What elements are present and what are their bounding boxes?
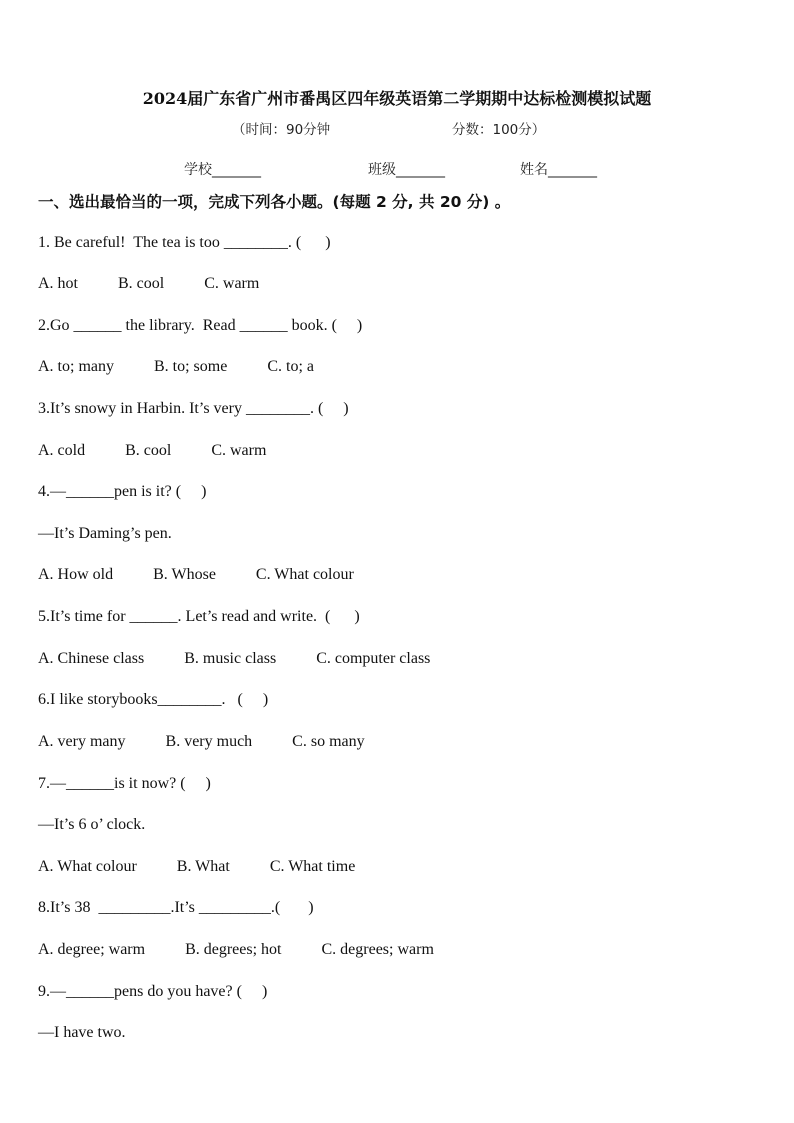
question-stem: 7.—______is it now? ( ) bbox=[38, 775, 211, 792]
class-field: 班级_______ bbox=[368, 162, 445, 178]
exam-title: 2024届广东省广州市番禺区四年级英语第二学期期中达标检测模拟试题 bbox=[142, 89, 652, 108]
question-dialogue: —It’s 6 o’ clock. bbox=[38, 816, 146, 833]
exam-meta bbox=[232, 118, 592, 138]
question-options: A. to; many B. to; some C. to; a bbox=[38, 358, 314, 375]
question-options: A. hot B. cool C. warm bbox=[38, 275, 260, 292]
question-stem: 6.I like storybooks________. ( ) bbox=[38, 691, 269, 708]
question-stem: 8.It’s 38 _________.It’s _________.( ) bbox=[38, 899, 314, 916]
question-stem: 3.It’s snowy in Harbin. It’s very ________. ( ) bbox=[38, 400, 349, 417]
question-stem: 1. Be careful! The tea is too ________. ( ) bbox=[38, 234, 331, 251]
question-stem: 2.Go ______ the library. Read ______ book. ( ) bbox=[38, 317, 363, 334]
name-field: 姓名_______ bbox=[520, 162, 597, 178]
section-heading: 一、选出最恰当的一项，完成下列各小题。(每题 2 分, 共 20 分) 。 bbox=[38, 193, 511, 211]
question-options: A. degree; warm B. degrees; hot C. degrees; warm bbox=[38, 941, 434, 958]
question-options: A. cold B. cool C. warm bbox=[38, 442, 267, 459]
total-score: 分数：100分） bbox=[452, 122, 546, 138]
question-stem: 9.—______pens do you have? ( ) bbox=[38, 983, 268, 1000]
question-stem: 4.—______pen is it? ( ) bbox=[38, 483, 207, 500]
time-limit: （时间：90分钟 bbox=[232, 122, 331, 138]
question-options: A. very many B. very much C. so many bbox=[38, 733, 365, 750]
question-dialogue: —It’s Daming’s pen. bbox=[38, 525, 172, 542]
question-stem: 5.It’s time for ______. Let’s read and write. ( ) bbox=[38, 608, 360, 625]
question-options: A. Chinese class B. music class C. computer class bbox=[38, 650, 431, 667]
question-dialogue: —I have two. bbox=[38, 1024, 126, 1041]
question-options: A. How old B. Whose C. What colour bbox=[38, 566, 354, 583]
question-options: A. What colour B. What C. What time bbox=[38, 858, 356, 875]
school-field: 学校_______ bbox=[184, 162, 261, 178]
